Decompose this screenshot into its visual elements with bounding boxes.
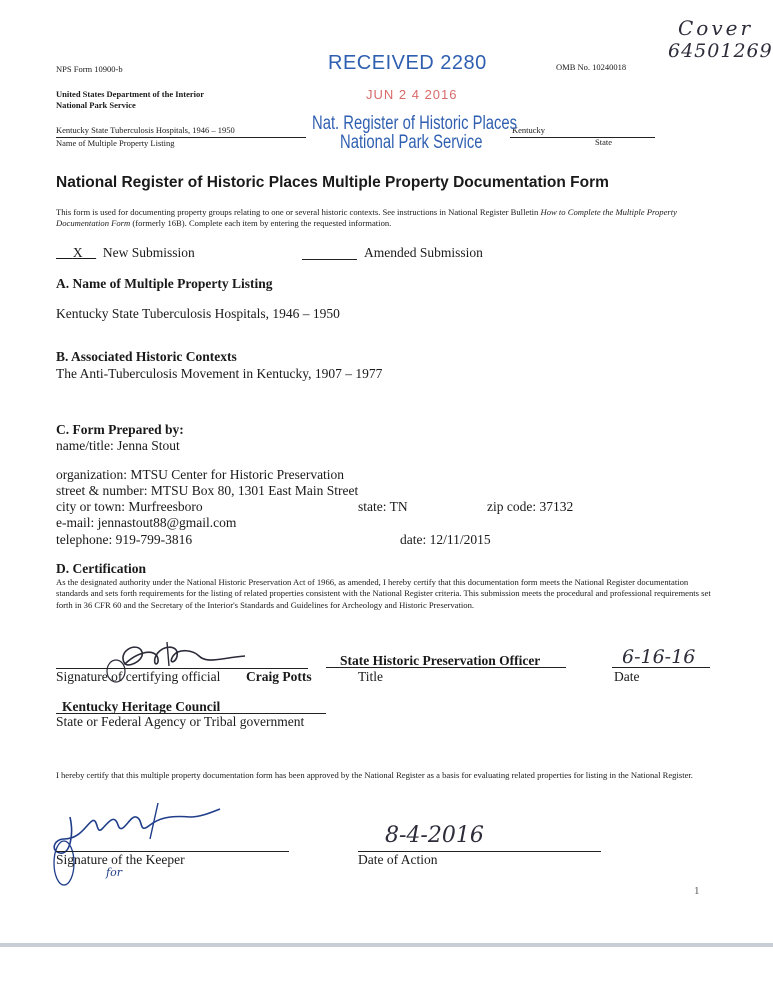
official-title-line <box>326 667 566 668</box>
preparer-name-title: name/title: Jenna Stout <box>56 438 180 453</box>
agency-value: Kentucky Heritage Council <box>62 699 221 714</box>
form-number: NPS Form 10900-b <box>56 64 123 74</box>
keeper-certification-text: I hereby certify that this multiple property documentation form has been approved by the National Register as a basis for evaluating related properties for listing in the National Register. <box>56 770 693 780</box>
new-submission-label: New Submission <box>102 245 195 260</box>
keeper-signature-scribble <box>40 795 240 890</box>
certification-date-caption: Date <box>614 669 640 684</box>
official-title-value: State Historic Preservation Officer <box>340 653 541 668</box>
section-b-heading: B. Associated Historic Contexts <box>56 349 237 364</box>
official-title-caption: Title <box>358 669 384 684</box>
new-submission-mark: X <box>72 245 83 260</box>
intro-bulletin-title: How to Complete the Multiple Property Documentation Form <box>56 207 677 229</box>
handwritten-reference-number: 64501269 <box>668 40 773 62</box>
intro-paragraph <box>56 207 716 230</box>
official-signature-caption: Signature of certifying official <box>56 669 221 684</box>
state-value: Kentucky <box>512 125 546 135</box>
agency-caption: State or Federal Agency or Tribal government <box>56 714 305 729</box>
department-name: United States Department of the Interior <box>56 89 205 99</box>
form-title: National Register of Historic Places Multiple Property Documentation Form <box>56 174 609 191</box>
new-submission-blank <box>56 245 195 261</box>
page-number: 1 <box>694 885 700 897</box>
keeper-signature-caption: Signature of the Keeper <box>56 852 185 867</box>
received-date-stamp: JUN 2 4 2016 <box>366 87 458 102</box>
state-rule <box>510 137 655 138</box>
intro-text-part1: This form is used for documenting property groups relating to one or several historic contexts. See instructions in National Register Bulletin <box>56 207 541 217</box>
amended-submission-label: Amended Submission <box>364 245 483 260</box>
section-a-value: Kentucky State Tuberculosis Hospitals, 1946 – 1950 <box>56 306 340 321</box>
listing-name-value: Kentucky State Tuberculosis Hospitals, 1946 – 1950 <box>56 125 235 135</box>
amended-submission-blank <box>302 259 357 260</box>
section-c-heading: C. Form Prepared by: <box>56 422 184 437</box>
preparer-organization: organization: MTSU Center for Historic Preservation <box>56 467 345 482</box>
state-caption: State <box>595 137 612 147</box>
omb-number: OMB No. 10240018 <box>556 62 627 72</box>
keeper-date-handwritten: 8-4-2016 <box>385 823 484 848</box>
intro-text-part2: (formerly 16B). Complete each item by entering the requested information. <box>130 218 392 229</box>
keeper-initials: for <box>106 866 122 879</box>
certification-date-handwritten: 6-16-16 <box>622 646 696 668</box>
section-a-heading: A. Name of Multiple Property Listing <box>56 276 273 291</box>
section-b-value: The Anti-Tuberculosis Movement in Kentucky, 1907 – 1977 <box>56 366 383 381</box>
certification-text: As the designated authority under the National Historic Preservation Act of 1966, as amended, I hereby certify that this documentation form meets the National Register documentation standards and sets forth requirements for the listing of related properties consistent with the National Register criteria. This submission meets the procedural and professional requirements set forth in 36 CFR 60 and the Secretary of the Interior's Standards and Guidelines for Archeology and Historic Preservation. <box>56 577 711 610</box>
listing-name-caption: Name of Multiple Property Listing <box>56 138 175 148</box>
register-stamp-line1: Nat. Register of Historic Places <box>312 113 518 134</box>
received-stamp: RECEIVED 2280 <box>328 52 487 74</box>
keeper-date-caption: Date of Action <box>358 852 438 867</box>
register-stamp-line2: National Park Service <box>340 132 483 153</box>
official-name: Craig Potts <box>246 669 312 684</box>
preparer-zip: zip code: 37132 <box>487 499 574 514</box>
page-bottom-edge <box>0 943 773 947</box>
preparer-city: city or town: Murfreesboro <box>56 499 203 514</box>
service-name: National Park Service <box>56 100 136 110</box>
preparer-state: state: TN <box>358 499 408 514</box>
handwritten-cover-note: Cover <box>678 16 754 40</box>
preparer-telephone: telephone: 919-799-3816 <box>56 532 193 547</box>
preparer-date: date: 12/11/2015 <box>400 532 491 547</box>
preparer-email: e-mail: jennastout88@gmail.com <box>56 515 237 530</box>
section-d-heading: D. Certification <box>56 561 146 576</box>
preparer-street: street & number: MTSU Box 80, 1301 East Main Street <box>56 483 359 498</box>
certification-date-line <box>612 667 710 668</box>
